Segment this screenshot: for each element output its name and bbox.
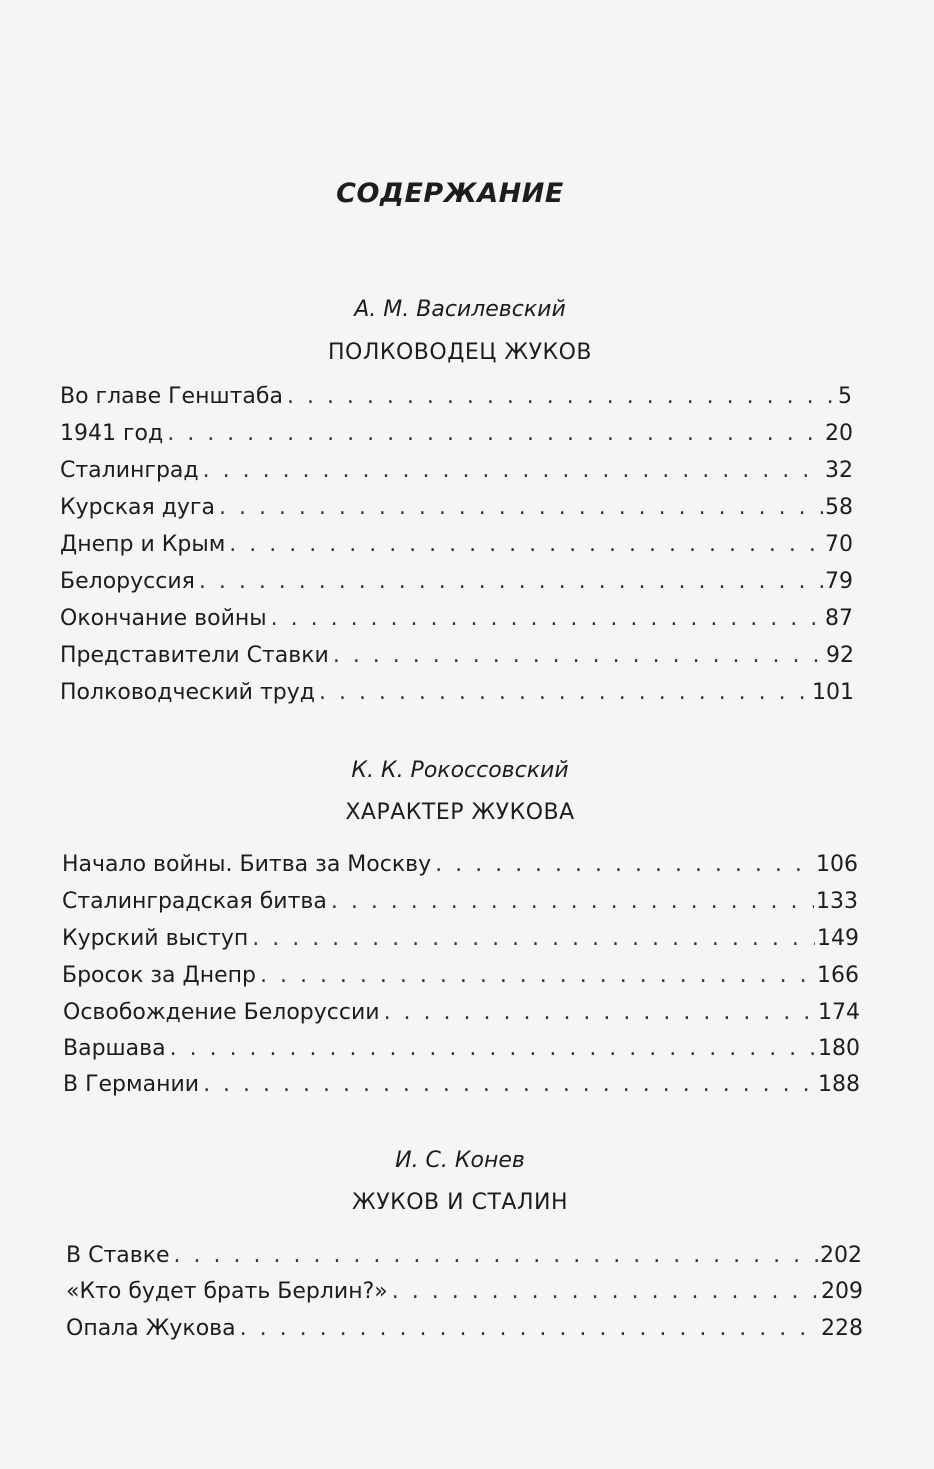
entry-title: Варшава (63, 1036, 166, 1061)
entry-title: Опала Жукова (66, 1316, 236, 1341)
entry-page: 5 (838, 384, 852, 409)
page-title: СОДЕРЖАНИЕ (336, 178, 564, 209)
section-author: А. М. Василевский (354, 297, 566, 322)
entry-page: 202 (820, 1243, 862, 1268)
toc-entry (63, 1072, 860, 1102)
toc-entry (60, 532, 853, 562)
section-heading: ЖУКОВ И СТАЛИН (352, 1190, 568, 1215)
entry-title: В Ставке (66, 1243, 170, 1268)
toc-entry (60, 606, 853, 636)
toc-entry (66, 1316, 863, 1346)
entry-page: 70 (825, 532, 853, 557)
entry-page: 106 (816, 852, 858, 877)
entry-title: Курский выступ (62, 926, 249, 951)
entry-title: Курская дуга (60, 495, 215, 520)
entry-page: 149 (817, 926, 859, 951)
entry-title: Начало войны. Битва за Москву (62, 852, 432, 877)
entry-page: 228 (821, 1316, 863, 1341)
entry-page: 92 (826, 643, 854, 668)
toc-entry (62, 926, 859, 956)
entry-page: 133 (816, 889, 858, 914)
toc-entry (60, 643, 854, 673)
entry-title: В Германии (63, 1072, 200, 1097)
entry-title: Во главе Генштаба (60, 384, 283, 409)
entry-page: 209 (821, 1279, 863, 1304)
entry-page: 166 (817, 963, 859, 988)
entry-page: 20 (825, 421, 853, 446)
toc-entry (60, 421, 853, 451)
entry-page: 101 (812, 680, 854, 705)
toc-entry (60, 384, 852, 414)
toc-entry (63, 1036, 860, 1066)
section-author: И. С. Конев (395, 1148, 525, 1173)
entry-page: 174 (818, 1000, 860, 1025)
entry-title: Представители Ставки (60, 643, 329, 668)
toc-entry (62, 889, 858, 919)
entry-title: Освобождение Белоруссии (63, 1000, 380, 1025)
entry-title: 1941 год (60, 421, 164, 446)
toc-entry (60, 458, 853, 488)
entry-page: 79 (825, 569, 853, 594)
entry-page: 58 (825, 495, 853, 520)
entry-page: 188 (818, 1072, 860, 1097)
entry-page: 87 (825, 606, 853, 631)
section-author: К. К. Рокоссовский (351, 758, 569, 783)
entry-title: Бросок за Днепр (62, 963, 256, 988)
toc-entry (62, 963, 859, 993)
toc-entry (62, 852, 858, 882)
entry-title: Днепр и Крым (60, 532, 226, 557)
section-heading: ПОЛКОВОДЕЦ ЖУКОВ (327, 340, 593, 365)
entry-title: Сталинградская битва (62, 889, 327, 914)
entry-page: 32 (825, 458, 853, 483)
section-heading: ХАРАКТЕР ЖУКОВА (345, 800, 575, 825)
toc-entry (60, 495, 853, 525)
toc-entry (60, 680, 854, 710)
entry-title: Белоруссия (60, 569, 195, 594)
entry-title: Сталинград (60, 458, 199, 483)
entry-title: Полководческий труд (60, 680, 315, 705)
toc-entry (63, 1000, 860, 1030)
entry-title: Окончание войны (60, 606, 267, 631)
toc-entry (60, 569, 853, 599)
entry-page: 180 (818, 1036, 860, 1061)
toc-entry (66, 1279, 863, 1309)
entry-title: «Кто будет брать Берлин?» (66, 1279, 388, 1304)
toc-entry (66, 1243, 862, 1273)
